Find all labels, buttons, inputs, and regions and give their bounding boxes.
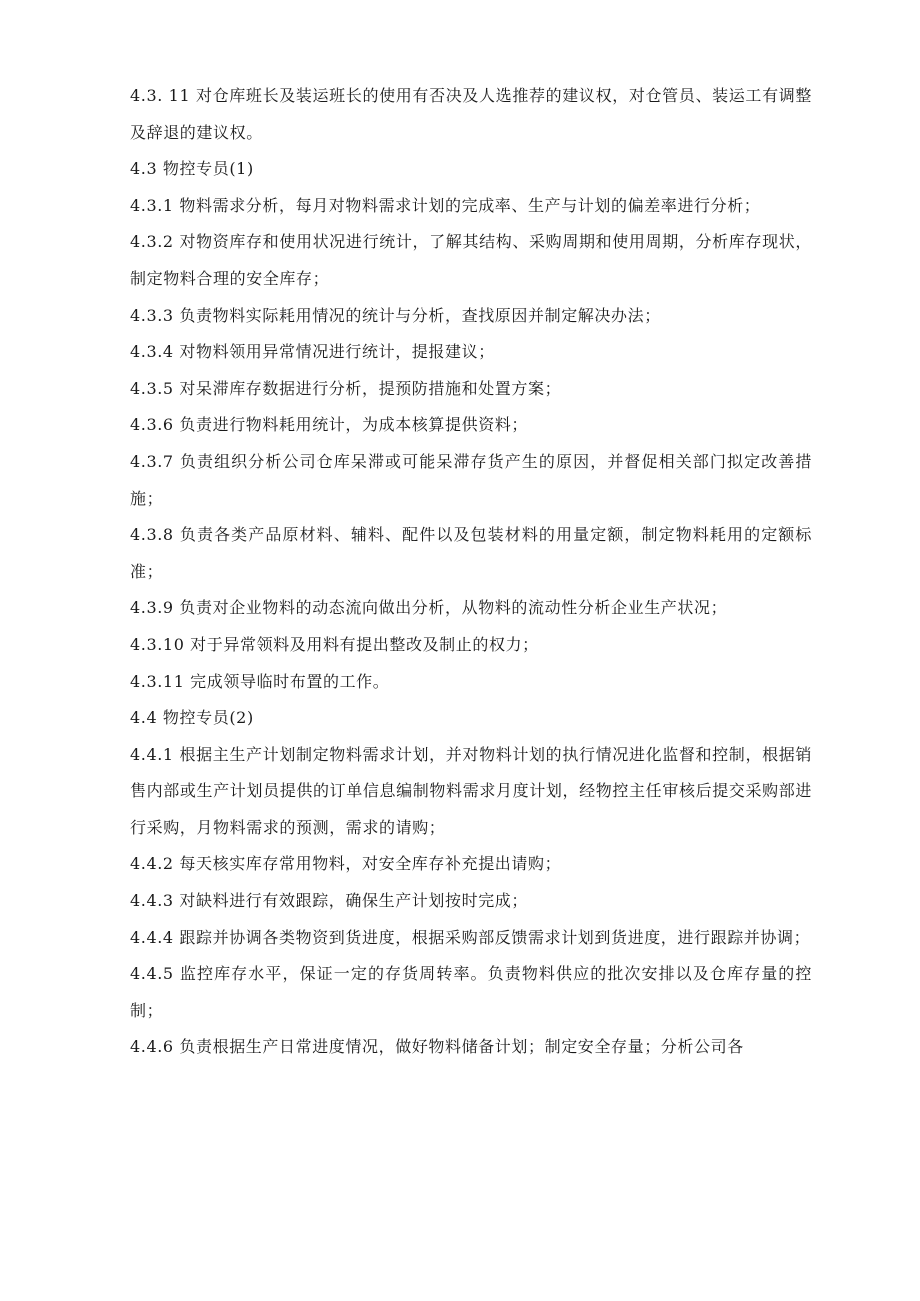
paragraph-4-4-6: 4.4.6 负责根据生产日常进度情况，做好物料储备计划；制定安全存量；分析公司各	[130, 1037, 744, 1057]
paragraph-4-3-11: 4.3.11 完成领导临时布置的工作。	[130, 671, 390, 691]
paragraph-4-4-2: 4.4.2 每天核实库存常用物料，对安全库存补充提出请购；	[130, 854, 562, 874]
paragraph-4-4-3: 4.4.3 对缺料进行有效跟踪，确保生产计划按时完成；	[130, 891, 528, 911]
paragraph-4-3-8: 4.3.8 负责各类产品原材料、辅料、配件以及包装材料的用量定额，制定物料耗用的定额标准；	[130, 525, 812, 581]
paragraph-4-3-10: 4.3.10 对于异常领料及用料有提出整改及制止的权力；	[130, 634, 539, 654]
paragraph-4-3-6: 4.3.6 负责进行物料耗用统计，为成本核算提供资料；	[130, 415, 528, 435]
paragraph-4-3-4: 4.3.4 对物料领用异常情况进行统计，提报建议；	[130, 342, 495, 362]
paragraph-4-3-5: 4.3.5 对呆滞库存数据进行分析，提预防措施和处置方案；	[130, 378, 562, 398]
heading-4-4-material-control-specialist-2: 4.4 物控专员(2)	[130, 708, 254, 728]
paragraph-4-3-3: 4.3.3 负责物料实际耗用情况的统计与分析，查找原因并制定解决办法；	[130, 305, 661, 325]
paragraph-4-4-1: 4.4.1 根据主生产计划制定物料需求计划，并对物料计划的执行情况进化监督和控制，根据销售内部或生产计划员提供的订单信息编制物料需求月度计划，经物控主任审核后提交采购部进行采购，月物料需求的预测，需求的请购；	[130, 744, 812, 837]
heading-4-3-material-control-specialist-1: 4.3 物控专员(1)	[130, 159, 254, 179]
document-body	[130, 78, 812, 1066]
paragraph-4-4-4: 4.4.4 跟踪并协调各类物资到货进度，根据采购部反馈需求计划到货进度，进行跟踪并协调；	[130, 927, 811, 947]
paragraph-4-3-9: 4.3.9 负责对企业物料的动态流向做出分析，从物料的流动性分析企业生产状况；	[130, 598, 728, 618]
paragraph-4-3-7: 4.3.7 负责组织分析公司仓库呆滞或可能呆滞存货产生的原因，并督促相关部门拟定改善措施；	[130, 451, 812, 508]
paragraph-4-3-11-warehouse-leader-authority: 4.3. 11 对仓库班长及装运班长的使用有否决及人选推荐的建议权，对仓管员、装运工有调整及辞退的建议权。	[130, 86, 812, 142]
paragraph-4-3-1: 4.3.1 物料需求分析，每月对物料需求计划的完成率、生产与计划的偏差率进行分析；	[130, 195, 761, 215]
paragraph-4-4-5: 4.4.5 监控库存水平，保证一定的存货周转率。负责物料供应的批次安排以及仓库存量的控制；	[130, 964, 812, 1020]
paragraph-4-3-2: 4.3.2 对物资库存和使用状况进行统计，了解其结构、采购周期和使用周期，分析库存现状，制定物料合理的安全库存；	[130, 232, 812, 288]
